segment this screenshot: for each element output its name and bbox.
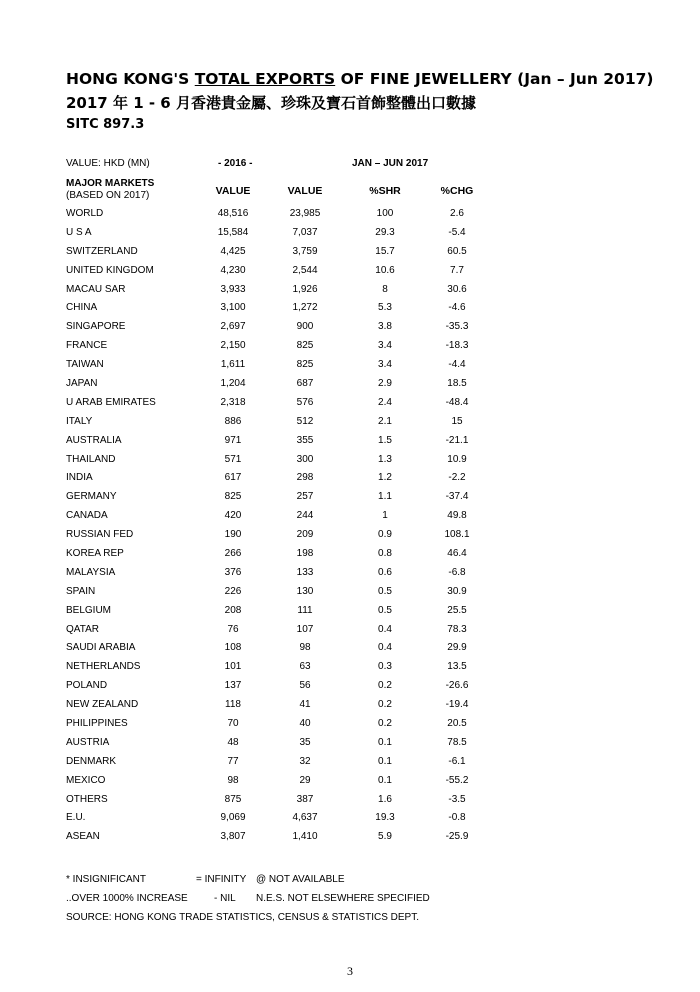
page-title — [66, 70, 654, 88]
market-name: ASEAN — [66, 831, 100, 843]
change-pct: 10.9 — [447, 453, 467, 465]
change-pct: 29.9 — [447, 642, 467, 654]
column-gap — [340, 204, 350, 223]
value-2017: 900 — [296, 321, 314, 333]
market-name: MALAYSIA — [66, 566, 116, 578]
table-row — [66, 374, 492, 393]
change-pct: -19.4 — [445, 699, 469, 711]
value-2016: 208 — [224, 604, 242, 616]
note-not-available: @ NOT AVAILABLE — [256, 874, 345, 885]
value-2017: 29 — [299, 774, 311, 786]
change-pct: 18.5 — [447, 377, 467, 389]
value-2016: 226 — [224, 585, 242, 597]
value-2017: 130 — [296, 585, 314, 597]
table-row — [66, 525, 492, 544]
market-name: UNITED KINGDOM — [66, 264, 154, 276]
table-row — [66, 695, 492, 714]
share-pct: 0.1 — [378, 755, 392, 767]
sitc-code: SITC 897.3 — [66, 117, 145, 132]
change-pct: -37.4 — [445, 491, 469, 503]
column-gap — [340, 223, 350, 242]
column-gap — [340, 676, 350, 695]
market-name: BELGIUM — [66, 604, 112, 616]
market-name: OTHERS — [66, 793, 108, 805]
subtitle-chinese: 2017 年 1 - 6 月香港貴金屬、珍珠及寶石首飾整體出口數據 — [66, 94, 476, 112]
table-row — [66, 317, 492, 336]
share-pct: 10.6 — [375, 264, 395, 276]
market-name: U ARAB EMIRATES — [66, 396, 156, 408]
value-2017: 63 — [299, 661, 311, 673]
value-2017: 198 — [296, 547, 314, 559]
market-name: CANADA — [66, 510, 108, 522]
value-2016: 4,425 — [220, 245, 246, 257]
table-row — [66, 223, 492, 242]
value-2016: 376 — [224, 566, 242, 578]
share-pct: 2.4 — [378, 396, 392, 408]
table-row — [66, 563, 492, 582]
value-2016: 3,807 — [220, 831, 246, 843]
market-name: FRANCE — [66, 340, 108, 352]
value-2017: 687 — [296, 377, 314, 389]
change-pct: 78.3 — [447, 623, 467, 635]
column-gap — [340, 487, 350, 506]
market-name: KOREA REP — [66, 547, 124, 559]
note-infinity: = INFINITY — [196, 874, 247, 885]
column-gap — [340, 317, 350, 336]
value-2016: 2,697 — [220, 321, 246, 333]
column-gap — [340, 563, 350, 582]
notes — [66, 870, 430, 927]
value-2017: 7,037 — [292, 226, 318, 238]
table-row — [66, 412, 492, 431]
share-pct: 0.3 — [378, 661, 392, 673]
value-2016: 77 — [227, 755, 239, 767]
table-row — [66, 204, 492, 223]
value-2016: 70 — [227, 717, 239, 729]
major-markets-line2: (BASED ON 2017) — [66, 189, 150, 201]
market-name: THAILAND — [66, 453, 116, 465]
col-value-2017: VALUE — [287, 185, 323, 197]
table-row — [66, 544, 492, 563]
column-gap — [340, 809, 350, 828]
share-pct: 0.1 — [378, 736, 392, 748]
value-2017: 257 — [296, 491, 314, 503]
change-pct: 46.4 — [447, 547, 467, 559]
value-2017: 133 — [296, 566, 314, 578]
value-2016: 108 — [224, 642, 242, 654]
value-2016: 137 — [224, 680, 242, 692]
value-2016: 1,611 — [220, 359, 246, 371]
value-2017: 1,410 — [292, 831, 318, 843]
table-row — [66, 809, 492, 828]
value-2017: 41 — [299, 699, 311, 711]
notes-row-1 — [66, 870, 430, 889]
major-markets-header — [66, 178, 154, 201]
change-pct: -6.8 — [448, 566, 466, 578]
share-pct: 5.3 — [378, 302, 392, 314]
table-row — [66, 355, 492, 374]
column-gap — [340, 790, 350, 809]
column-gap — [340, 506, 350, 525]
share-pct: 100 — [376, 207, 394, 219]
year-2016-header: - 2016 - — [218, 158, 253, 169]
value-2016: 266 — [224, 547, 242, 559]
value-2017: 209 — [296, 529, 314, 541]
change-pct: -0.8 — [448, 812, 466, 824]
market-name: INDIA — [66, 472, 93, 484]
market-name: WORLD — [66, 207, 104, 219]
table-row — [66, 506, 492, 525]
column-gap — [340, 752, 350, 771]
column-gap — [340, 733, 350, 752]
value-2016: 3,100 — [220, 302, 246, 314]
note-nil: - NIL — [214, 893, 236, 904]
share-pct: 0.8 — [378, 547, 392, 559]
value-2016: 48,516 — [217, 207, 249, 219]
value-2017: 4,637 — [292, 812, 318, 824]
change-pct: 2.6 — [450, 207, 464, 219]
share-pct: 19.3 — [375, 812, 395, 824]
column-gap — [340, 374, 350, 393]
title-suffix: OF FINE JEWELLERY (Jan – Jun 2017) — [335, 70, 654, 88]
table-row — [66, 298, 492, 317]
share-pct: 3.4 — [378, 359, 392, 371]
market-name: POLAND — [66, 680, 108, 692]
column-gap — [340, 242, 350, 261]
value-2016: 886 — [224, 415, 242, 427]
market-name: NEW ZEALAND — [66, 699, 139, 711]
column-gap — [340, 827, 350, 846]
value-2017: 56 — [299, 680, 311, 692]
value-unit-label: VALUE: HKD (MN) — [66, 158, 150, 169]
change-pct: 13.5 — [447, 661, 467, 673]
title-underlined: TOTAL EXPORTS — [194, 70, 336, 88]
value-2016: 1,204 — [220, 377, 246, 389]
market-name: SPAIN — [66, 585, 96, 597]
value-2017: 23,985 — [289, 207, 321, 219]
change-pct: 25.5 — [447, 604, 467, 616]
table-row — [66, 487, 492, 506]
table-row — [66, 336, 492, 355]
change-pct: -26.6 — [445, 680, 469, 692]
value-2016: 2,318 — [220, 396, 246, 408]
market-name: QATAR — [66, 623, 99, 635]
value-2017: 32 — [299, 755, 311, 767]
column-gap — [340, 450, 350, 469]
table-row — [66, 638, 492, 657]
value-2017: 2,544 — [292, 264, 318, 276]
table-row — [66, 261, 492, 280]
column-gap — [340, 468, 350, 487]
market-name: PHILIPPINES — [66, 717, 128, 729]
note-insignificant: * INSIGNIFICANT — [66, 874, 147, 885]
change-pct: -2.2 — [448, 472, 466, 484]
market-name: SINGAPORE — [66, 321, 126, 333]
column-gap — [340, 336, 350, 355]
market-name: U S A — [66, 226, 92, 238]
value-2017: 825 — [296, 359, 314, 371]
column-gap — [340, 620, 350, 639]
market-name: E.U. — [66, 812, 86, 824]
market-name: MEXICO — [66, 774, 106, 786]
column-gap — [340, 298, 350, 317]
value-2017: 387 — [296, 793, 314, 805]
note-source: SOURCE: HONG KONG TRADE STATISTICS, CENSUS & STATISTICS DEPT. — [66, 912, 420, 923]
column-gap — [340, 355, 350, 374]
market-name: JAPAN — [66, 377, 98, 389]
change-pct: -18.3 — [445, 340, 469, 352]
market-name: CHINA — [66, 302, 98, 314]
value-2016: 617 — [224, 472, 242, 484]
exports-table-body — [66, 204, 492, 846]
share-pct: 1.5 — [378, 434, 392, 446]
column-gap — [340, 412, 350, 431]
share-pct: 0.2 — [378, 717, 392, 729]
share-pct: 0.4 — [378, 642, 392, 654]
share-pct: 0.4 — [378, 623, 392, 635]
value-2016: 9,069 — [220, 812, 246, 824]
change-pct: 78.5 — [447, 736, 467, 748]
share-pct: 0.5 — [378, 604, 392, 616]
col-share: %SHR — [369, 185, 401, 197]
market-name: SWITZERLAND — [66, 245, 138, 257]
value-2016: 190 — [224, 529, 242, 541]
value-2016: 875 — [224, 793, 242, 805]
table-row — [66, 733, 492, 752]
share-pct: 0.5 — [378, 585, 392, 597]
value-2017: 576 — [296, 396, 314, 408]
note-nes: N.E.S. NOT ELSEWHERE SPECIFIED — [256, 893, 430, 904]
change-pct: 20.5 — [447, 717, 467, 729]
market-name: ITALY — [66, 415, 93, 427]
column-gap — [340, 431, 350, 450]
value-2017: 298 — [296, 472, 314, 484]
major-markets-line1: MAJOR MARKETS — [66, 178, 155, 189]
value-2016: 571 — [224, 453, 242, 465]
change-pct: -48.4 — [445, 396, 469, 408]
title-prefix: HONG KONG'S — [66, 70, 195, 88]
change-pct: -35.3 — [445, 321, 469, 333]
table-row — [66, 242, 492, 261]
market-name: SAUDI ARABIA — [66, 642, 136, 654]
value-2017: 1,926 — [292, 283, 318, 295]
change-pct: -5.4 — [448, 226, 466, 238]
share-pct: 5.9 — [378, 831, 392, 843]
share-pct: 0.2 — [378, 680, 392, 692]
share-pct: 1.3 — [378, 453, 392, 465]
col-value-2016: VALUE — [215, 185, 251, 197]
column-gap — [340, 714, 350, 733]
change-pct: 108.1 — [444, 529, 470, 541]
column-gap — [340, 393, 350, 412]
value-2016: 825 — [224, 491, 242, 503]
change-pct: 30.6 — [447, 283, 467, 295]
table-row — [66, 657, 492, 676]
table-row — [66, 468, 492, 487]
share-pct: 1.2 — [378, 472, 392, 484]
period-2017-header: JAN – JUN 2017 — [352, 158, 429, 169]
exports-table — [66, 204, 492, 846]
table-row — [66, 280, 492, 299]
value-2017: 107 — [296, 623, 314, 635]
change-pct: 60.5 — [447, 245, 467, 257]
value-2016: 118 — [225, 699, 241, 711]
value-2016: 3,933 — [220, 283, 246, 295]
share-pct: 15.7 — [375, 245, 395, 257]
column-gap — [340, 261, 350, 280]
share-pct: 0.9 — [378, 529, 392, 541]
change-pct: -55.2 — [445, 774, 469, 786]
value-2016: 420 — [224, 510, 242, 522]
table-row — [66, 431, 492, 450]
note-over-1000: ..OVER 1000% INCREASE — [66, 893, 188, 904]
table-row — [66, 827, 492, 846]
table-row — [66, 752, 492, 771]
market-name: MACAU SAR — [66, 283, 126, 295]
market-name: TAIWAN — [66, 359, 104, 371]
value-2017: 512 — [296, 415, 314, 427]
value-2017: 35 — [299, 736, 311, 748]
value-2017: 111 — [297, 604, 313, 616]
share-pct: 1 — [382, 510, 388, 522]
share-pct: 0.1 — [378, 774, 392, 786]
column-gap — [340, 601, 350, 620]
market-name: GERMANY — [66, 491, 117, 503]
share-pct: 0.6 — [378, 566, 392, 578]
column-gap — [340, 280, 350, 299]
value-2016: 101 — [224, 661, 242, 673]
table-row — [66, 450, 492, 469]
value-2016: 971 — [224, 434, 242, 446]
table-row — [66, 771, 492, 790]
table-row — [66, 393, 492, 412]
column-gap — [340, 582, 350, 601]
change-pct: -6.1 — [448, 755, 466, 767]
col-change: %CHG — [440, 185, 474, 197]
change-pct: 15 — [451, 415, 463, 427]
change-pct: 49.8 — [447, 510, 467, 522]
market-name: DENMARK — [66, 755, 117, 767]
share-pct: 2.9 — [378, 377, 392, 389]
share-pct: 0.2 — [378, 699, 392, 711]
value-2017: 825 — [296, 340, 314, 352]
value-2017: 40 — [299, 717, 311, 729]
share-pct: 3.8 — [378, 321, 392, 333]
value-2016: 15,584 — [217, 226, 249, 238]
value-2016: 4,230 — [220, 264, 246, 276]
share-pct: 3.4 — [378, 340, 392, 352]
change-pct: 30.9 — [447, 585, 467, 597]
share-pct: 1.1 — [378, 491, 392, 503]
change-pct: -21.1 — [445, 434, 469, 446]
market-name: RUSSIAN FED — [66, 529, 134, 541]
change-pct: -4.6 — [448, 302, 466, 314]
change-pct: 7.7 — [450, 264, 464, 276]
value-2017: 98 — [299, 642, 311, 654]
share-pct: 2.1 — [378, 415, 392, 427]
table-row — [66, 676, 492, 695]
value-2017: 355 — [296, 434, 314, 446]
change-pct: -4.4 — [448, 359, 466, 371]
column-gap — [340, 525, 350, 544]
table-row — [66, 582, 492, 601]
value-2016: 48 — [227, 736, 239, 748]
table-row — [66, 714, 492, 733]
market-name: AUSTRIA — [66, 736, 110, 748]
table-row — [66, 601, 492, 620]
column-gap — [340, 544, 350, 563]
share-pct: 29.3 — [375, 226, 395, 238]
value-2016: 98 — [227, 774, 239, 786]
column-gap — [340, 657, 350, 676]
column-gap — [340, 638, 350, 657]
value-2017: 1,272 — [292, 302, 318, 314]
table-row — [66, 790, 492, 809]
table-row — [66, 620, 492, 639]
market-name: AUSTRALIA — [66, 434, 122, 446]
value-2016: 2,150 — [220, 340, 246, 352]
change-pct: -3.5 — [448, 793, 466, 805]
value-2017: 3,759 — [292, 245, 318, 257]
value-2017: 300 — [296, 453, 314, 465]
share-pct: 8 — [382, 283, 388, 295]
page-number: 3 — [347, 964, 353, 978]
change-pct: -25.9 — [445, 831, 469, 843]
value-2017: 244 — [296, 510, 314, 522]
market-name: NETHERLANDS — [66, 661, 141, 673]
value-2016: 76 — [227, 623, 239, 635]
share-pct: 1.6 — [378, 793, 392, 805]
column-gap — [340, 695, 350, 714]
notes-row-2 — [66, 889, 430, 908]
column-gap — [340, 771, 350, 790]
